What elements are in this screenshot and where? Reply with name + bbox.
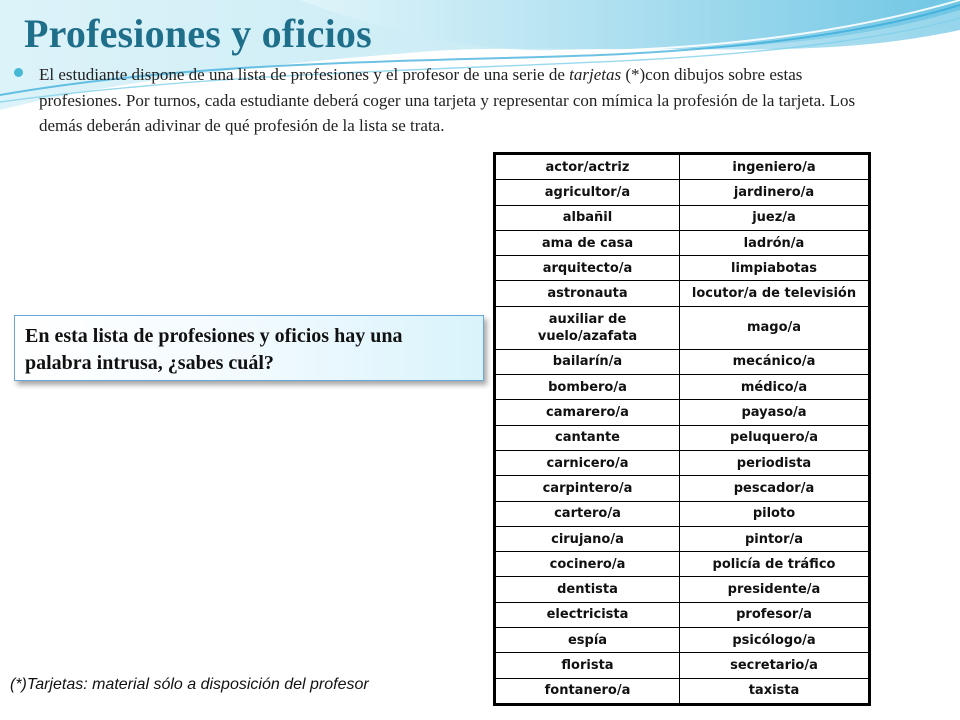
profession-cell-right: locutor/a de televisión	[680, 281, 870, 306]
table-row	[495, 577, 870, 602]
profession-cell-right: mago/a	[680, 306, 870, 349]
profession-cell-left: bombero/a	[495, 375, 680, 400]
profession-cell-right: presidente/a	[680, 577, 870, 602]
profession-cell-left: bailarín/a	[495, 349, 680, 374]
profession-cell-right: ladrón/a	[680, 230, 870, 255]
profession-cell-right: profesor/a	[680, 602, 870, 627]
question-callout: En esta lista de profesiones y oficios hay una palabra intrusa, ¿sabes cuál?	[14, 315, 484, 381]
table-row	[495, 349, 870, 374]
profession-cell-right: peluquero/a	[680, 425, 870, 450]
footnote: (*)Tarjetas: material sólo a disposición del profesor	[10, 676, 369, 693]
professions-table-body	[495, 154, 870, 705]
profession-cell-left: auxiliar de vuelo/azafata	[495, 306, 680, 349]
profession-cell-right: pescador/a	[680, 476, 870, 501]
profession-cell-left: arquitecto/a	[495, 256, 680, 281]
profession-cell-left: agricultor/a	[495, 180, 680, 205]
table-row	[495, 602, 870, 627]
table-row	[495, 400, 870, 425]
table-row	[495, 501, 870, 526]
profession-cell-right: mecánico/a	[680, 349, 870, 374]
profession-cell-left: dentista	[495, 577, 680, 602]
profession-cell-right: secretario/a	[680, 653, 870, 678]
intro-text	[39, 62, 864, 139]
table-row	[495, 425, 870, 450]
table-row	[495, 205, 870, 230]
profession-cell-left: cantante	[495, 425, 680, 450]
table-row	[495, 375, 870, 400]
profession-cell-left: camarero/a	[495, 400, 680, 425]
profession-cell-right: psicólogo/a	[680, 628, 870, 653]
profession-cell-right: policía de tráfico	[680, 552, 870, 577]
profession-cell-left: actor/actriz	[495, 154, 680, 180]
profession-cell-left: florista	[495, 653, 680, 678]
table-row	[495, 256, 870, 281]
profession-cell-right: periodista	[680, 450, 870, 475]
table-row	[495, 526, 870, 551]
table-row	[495, 450, 870, 475]
profession-cell-left: carpintero/a	[495, 476, 680, 501]
professions-table	[493, 152, 871, 706]
table-row	[495, 678, 870, 704]
table-row	[495, 230, 870, 255]
table-row	[495, 653, 870, 678]
profession-cell-right: médico/a	[680, 375, 870, 400]
profession-cell-right: jardinero/a	[680, 180, 870, 205]
profession-cell-left: astronauta	[495, 281, 680, 306]
table-row	[495, 154, 870, 180]
bullet-icon	[14, 68, 23, 77]
table-row	[495, 552, 870, 577]
profession-cell-right: payaso/a	[680, 400, 870, 425]
page-title: Profesiones y oficios	[24, 11, 372, 56]
intro-text-part2: (*)con dibujos sobre estas profesiones. Por turnos, cada estudiante deberá coger una tarjeta y representar con mímica la profesión de la tarjeta. Los demás deberán adivinar de qué profesión de la lista se trata.	[39, 65, 856, 135]
table-row	[495, 476, 870, 501]
profession-cell-left: electricista	[495, 602, 680, 627]
profession-cell-left: cartero/a	[495, 501, 680, 526]
profession-cell-right: ingeniero/a	[680, 154, 870, 180]
table-row	[495, 281, 870, 306]
intro-bullet	[14, 62, 864, 139]
table-row	[495, 628, 870, 653]
profession-cell-left: cirujano/a	[495, 526, 680, 551]
intro-text-italic: tarjetas	[569, 65, 622, 84]
profession-cell-left: ama de casa	[495, 230, 680, 255]
table-row	[495, 306, 870, 349]
profession-cell-right: taxista	[680, 678, 870, 704]
profession-cell-left: cocinero/a	[495, 552, 680, 577]
profession-cell-right: piloto	[680, 501, 870, 526]
profession-cell-right: limpiabotas	[680, 256, 870, 281]
intro-text-part1: El estudiante dispone de una lista de profesiones y el profesor de una serie de	[39, 65, 570, 84]
profession-cell-left: carnicero/a	[495, 450, 680, 475]
profession-cell-right: pintor/a	[680, 526, 870, 551]
profession-cell-left: fontanero/a	[495, 678, 680, 704]
profession-cell-left: espía	[495, 628, 680, 653]
profession-cell-right: juez/a	[680, 205, 870, 230]
table-row	[495, 180, 870, 205]
profession-cell-left: albañil	[495, 205, 680, 230]
